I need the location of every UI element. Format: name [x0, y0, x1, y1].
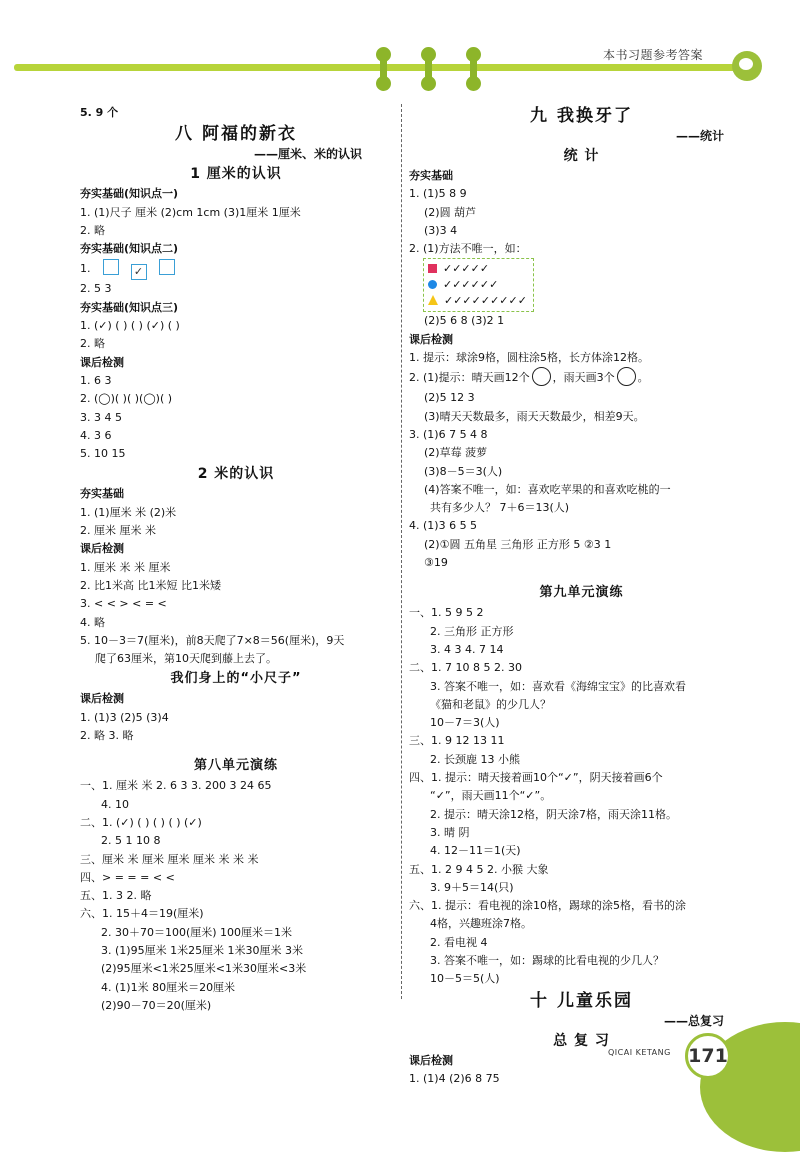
- answer-line: 2. 5 3: [80, 282, 112, 296]
- answer-line: 3. 晴 阴: [430, 825, 470, 839]
- answer-line: 2. 三角形 正方形: [430, 624, 514, 638]
- answer-box: [159, 259, 175, 275]
- mascot-icon: [732, 51, 762, 81]
- answer-line: 5. 10－3＝7(厘米)，前8天爬了7×8＝56(厘米)，9天: [80, 633, 345, 647]
- triangle-icon: [428, 295, 438, 305]
- unit-title: 十 儿童乐园: [530, 990, 633, 1011]
- answer-line: 4. 12－11＝1(天): [430, 844, 521, 858]
- answer-line: 2. 略 3. 略: [80, 729, 134, 743]
- answer-line: 2. 长颈鹿 13 小熊: [430, 752, 520, 766]
- answer-line: 一、1. 厘米 米 2. 6 3 3. 200 3 24 65: [80, 779, 272, 793]
- column-divider: [401, 104, 402, 999]
- lesson-title: 总 复 习: [553, 1032, 610, 1049]
- answer-line: 1. (1)5 8 9: [409, 187, 467, 201]
- answer-line: 2. 厘米 厘米 米: [80, 524, 156, 538]
- answer-line: 一、1. 5 9 5 2: [409, 606, 484, 620]
- answer-line: 3. 3 4 5: [80, 410, 122, 424]
- square-icon: [428, 264, 437, 273]
- binder-ring-icon: [380, 56, 387, 82]
- section-heading: 课后检测: [80, 542, 124, 556]
- answer-line: 三、厘米 米 厘米 厘米 厘米 米 米 米: [80, 852, 259, 866]
- answer-text: 。: [637, 371, 649, 385]
- answer-line: 2. 30＋70＝100(厘米) 100厘米＝1米: [101, 925, 293, 939]
- answer-line: 4格，兴趣班涂7格。: [430, 917, 532, 931]
- section-heading: 夯实基础(知识点三): [80, 300, 179, 314]
- answer-line: (3)晴天天数最多，雨天天数最少，相差9天。: [424, 409, 645, 423]
- review-title: 第九单元演练: [539, 585, 624, 601]
- answer-line: (2)①圆 五角星 三角形 正方形 5 ②3 1: [424, 537, 612, 551]
- answer-line: 六、1. 15＋4＝19(厘米): [80, 907, 204, 921]
- answer-line: 六、1. 提示：看电视的涂10格，踢球的涂5格，看书的涂: [409, 899, 686, 913]
- answer-line: 10－5＝5(人): [430, 972, 500, 986]
- answer-line: 4. (1)3 6 5 5: [409, 519, 478, 533]
- answer-line: (2)5 12 3: [424, 391, 475, 405]
- answer-number: 1.: [80, 262, 91, 276]
- answer-line: 4. 略: [80, 615, 105, 629]
- circle-icon: [428, 280, 437, 289]
- left-column: [80, 104, 392, 1015]
- section-heading: 课后检测: [409, 1053, 453, 1067]
- answer-line: 3. < < > < = <: [80, 597, 167, 611]
- answer-line: 2. 略: [80, 223, 105, 237]
- answer-line: 2. 略: [80, 337, 105, 351]
- answer-text: ，雨天画3个: [552, 371, 615, 385]
- section-heading: 课后检测: [409, 332, 453, 346]
- answer-line: 3. 4 3 4. 7 14: [430, 642, 504, 656]
- answer-line: 2. (◯)( )( )(◯)( ): [80, 392, 173, 406]
- page-number: 171: [685, 1033, 731, 1079]
- answer-line: 3. 答案不唯一，如：踢球的比看电视的少几人？: [430, 953, 664, 967]
- unit-title: 八 阿福的新衣: [175, 124, 297, 145]
- answer-box: [103, 259, 119, 275]
- answer-line: 3. 9＋5＝14(只): [430, 880, 514, 894]
- answer-line: 《猫和老鼠》的少几人？: [430, 697, 551, 711]
- answer-line: 三、1. 9 12 13 11: [409, 734, 505, 748]
- answer-line: (2)95厘米<1米25厘米<1米30厘米<3米: [101, 962, 307, 976]
- answer-line: 4. 3 6: [80, 428, 112, 442]
- tally-marks: ✓✓✓✓✓✓: [443, 278, 499, 292]
- tally-row: [428, 261, 527, 277]
- answer-line: 四、1. 提示：晴天接着画10个“✓”，阴天接着画6个: [409, 771, 663, 785]
- section-heading: 课后检测: [80, 692, 124, 706]
- answer-line: (2)5 6 8 (3)2 1: [424, 314, 505, 328]
- answer-line: 3. 答案不唯一，如：喜欢看《海绵宝宝》的比喜欢看: [430, 679, 686, 693]
- answer-line: (4)答案不唯一，如：喜欢吃苹果的和喜欢吃桃的一: [424, 482, 671, 496]
- answer-line: 10－7＝3(人): [430, 716, 500, 730]
- lesson-title: 统 计: [563, 148, 600, 164]
- answer-line: “✓”，雨天画11个“✓”。: [430, 789, 552, 803]
- answer-line: (2)草莓 菠萝: [424, 446, 488, 460]
- footer-brand: QICAI KETANG: [608, 1048, 671, 1057]
- section-heading: 夯实基础: [409, 169, 453, 182]
- answer-line: [409, 367, 754, 389]
- answer-line: 1. (✓) ( ) ( ) (✓) ( ): [80, 319, 180, 333]
- answer-line: 2. 比1米高 比1米短 比1米矮: [80, 578, 221, 592]
- section-heading: 课后检测: [80, 355, 124, 369]
- answer-line: 3. (1)95厘米 1米25厘米 1米30厘米 3米: [101, 943, 304, 957]
- tally-marks: ✓✓✓✓✓✓✓✓✓: [444, 294, 527, 308]
- circle-icon: [617, 367, 636, 386]
- unit-title: 九 我换牙了: [530, 106, 633, 126]
- unit-subtitle: ——统计: [675, 129, 724, 143]
- answer-line: 二、1. 7 10 8 5 2. 30: [409, 661, 522, 675]
- answer-line: 2. 5 1 10 8: [101, 834, 161, 848]
- answer-line: 2. (1)方法不唯一，如：: [409, 242, 527, 256]
- unit-subtitle: ——总复习: [663, 1013, 724, 1028]
- answer-line: 五、1. 2 9 4 5 2. 小猴 大象: [409, 862, 549, 876]
- tally-row: [428, 277, 527, 293]
- unit-subtitle: ——厘米、米的认识: [253, 147, 362, 162]
- answer-line: ③19: [424, 556, 448, 570]
- tally-marks: ✓✓✓✓✓: [443, 262, 490, 276]
- answer-line: 4. (1)1米 80厘米＝20厘米: [101, 980, 236, 994]
- circle-icon: [532, 367, 551, 386]
- binder-ring-icon: [470, 56, 477, 82]
- answer-line: 3. (1)6 7 5 4 8: [409, 427, 488, 441]
- answer-line: (3)3 4: [424, 223, 458, 237]
- answer-box-checked: ✓: [131, 264, 147, 280]
- answer-line: 2. 看电视 4: [430, 935, 488, 949]
- answer-line: (2)90－70＝20(厘米): [101, 998, 212, 1012]
- tally-row: [428, 293, 527, 309]
- answer-line: 爬了63厘米，第10天爬到藤上去了。: [95, 652, 277, 666]
- lesson-title: 我们身上的“小尺子”: [170, 671, 302, 687]
- section-heading: 夯实基础: [80, 487, 124, 501]
- answer-line: 1. (1)3 (2)5 (3)4: [80, 710, 169, 724]
- answer-line-boxes: [80, 258, 392, 280]
- answer-text: 2. (1)提示：晴天画12个: [409, 371, 530, 385]
- section-heading: 夯实基础(知识点一): [80, 187, 179, 201]
- answer-line: 二、1. (✓) ( ) ( ) ( ) (✓): [80, 815, 202, 829]
- answer-line: 5. 10 15: [80, 447, 126, 461]
- answer-line: (2)圆 葫芦: [424, 205, 477, 219]
- lesson-title: 2 米的认识: [197, 466, 275, 483]
- answer-line: 五、1. 3 2. 略: [80, 889, 152, 903]
- answer-line: 1. (1)4 (2)6 8 75: [409, 1071, 500, 1085]
- answer-line: 1. 提示：球涂9格，圆柱涂5格，长方体涂12格。: [409, 351, 649, 365]
- binder-ring-icon: [425, 56, 432, 82]
- answer-line: 1. 厘米 米 米 厘米: [80, 560, 171, 574]
- right-column: [409, 104, 754, 1088]
- answer-line: 5. 9 个: [80, 106, 119, 119]
- answer-line: 四、> = = = < <: [80, 870, 175, 884]
- answer-line: 1. 6 3: [80, 373, 112, 387]
- tally-chart: [423, 258, 534, 312]
- answer-line: 1. (1)厘米 米 (2)米: [80, 505, 177, 519]
- answer-line: 2. 提示：晴天涂12格，阴天涂7格，雨天涂11格。: [430, 807, 677, 821]
- header-title: 本书习题参考答案: [603, 48, 704, 62]
- header-rule: [14, 64, 736, 71]
- answer-line: 4. 10: [101, 797, 129, 811]
- section-heading: 夯实基础(知识点二): [80, 242, 179, 256]
- answer-line: 1. (1)尺子 厘米 (2)cm 1cm (3)1厘米 1厘米: [80, 205, 301, 219]
- answer-line: (3)8－5＝3(人): [424, 464, 503, 478]
- answer-line: 共有多少人？ 7＋6＝13(人): [430, 501, 570, 515]
- lesson-title: 1 厘米的认识: [190, 166, 282, 183]
- review-title: 第八单元演练: [193, 758, 278, 774]
